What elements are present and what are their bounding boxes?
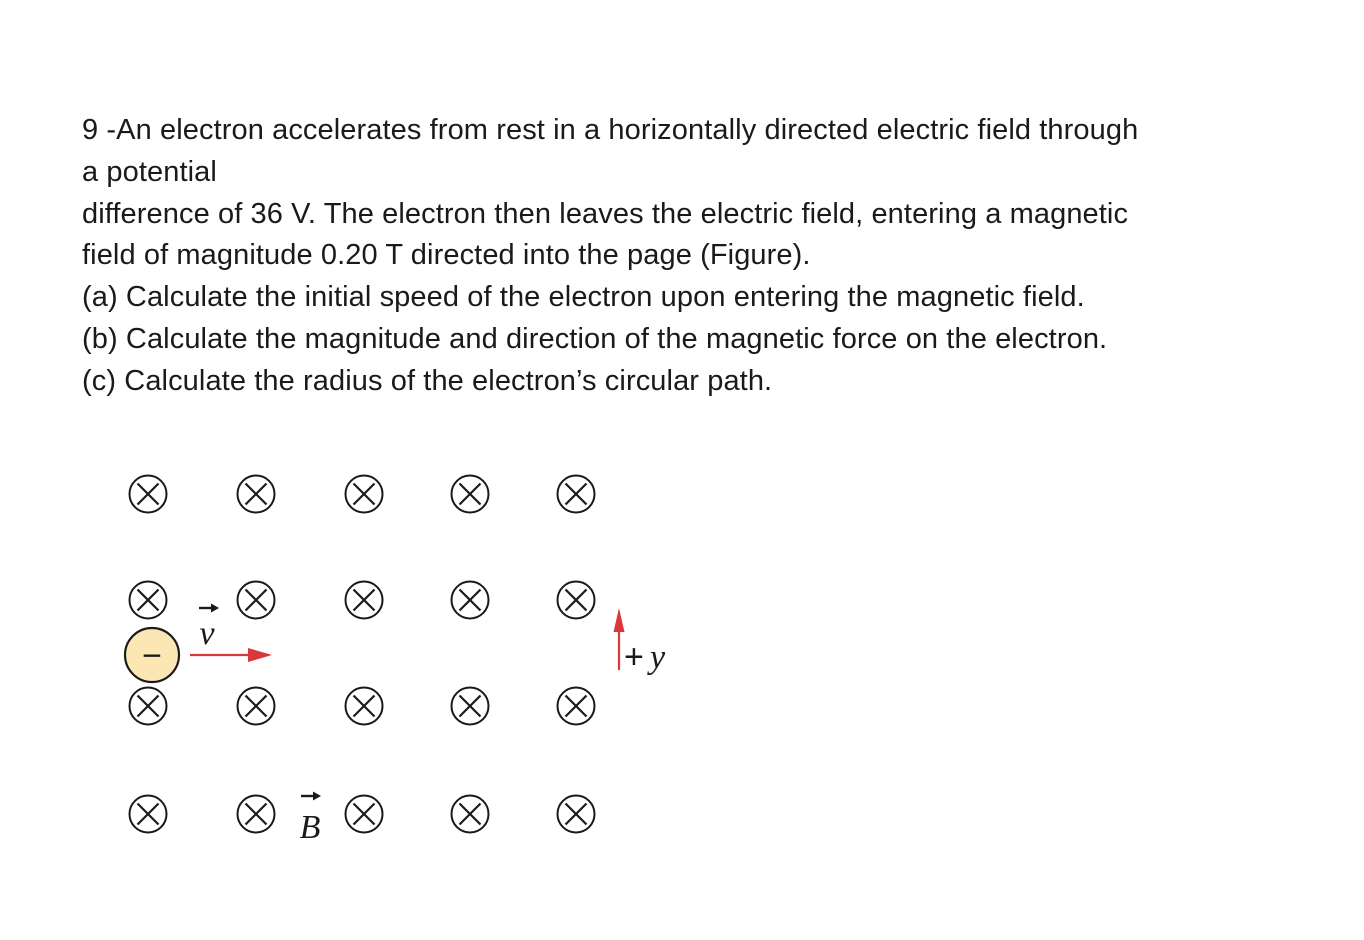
problem-line-7: (c) Calculate the radius of the electron’s circular path. xyxy=(82,364,773,397)
field-into-page-icon xyxy=(346,796,383,833)
field-into-page-icon xyxy=(130,796,167,833)
problem-line-1: 9 -An electron accelerates from rest in a horizontally directed electric field through xyxy=(82,114,1139,146)
problem-line-5: (a) Calculate the initial speed of the electron upon entering the magnetic field. xyxy=(82,281,1085,314)
axis-sign: + xyxy=(624,638,644,676)
field-into-page-icon xyxy=(238,688,275,725)
field-into-page-icon xyxy=(346,476,383,513)
field-into-page-icon xyxy=(452,476,489,513)
field-into-page-icon xyxy=(452,796,489,833)
problem-line-4: field of magnitude 0.20 T directed into the page (Figure). xyxy=(82,239,811,272)
field-into-page-icon xyxy=(346,582,383,619)
field-into-page-icon xyxy=(130,688,167,725)
field-into-page-icon xyxy=(452,582,489,619)
field-label: B xyxy=(299,809,321,846)
field-vector-label xyxy=(300,792,321,847)
up-arrowhead-icon xyxy=(614,608,625,632)
magnetic-field-figure xyxy=(110,460,730,860)
problem-statement xyxy=(82,110,1282,403)
field-into-page-icon xyxy=(558,476,595,513)
field-into-page-icon xyxy=(238,796,275,833)
field-into-page-icon xyxy=(558,582,595,619)
figure-canvas xyxy=(110,460,730,860)
field-into-page-icon xyxy=(558,688,595,725)
velocity-vector-label xyxy=(199,604,219,653)
field-into-page-icon xyxy=(238,582,275,619)
field-into-page-icon xyxy=(452,688,489,725)
problem-line-3: difference of 36 V. The electron then leaves the electric field, entering a magnetic xyxy=(82,197,1129,230)
problem-line-2: a potential xyxy=(82,155,217,188)
velocity-label: v xyxy=(199,615,215,652)
axis-label: y xyxy=(650,639,666,676)
field-into-page-icon xyxy=(130,582,167,619)
y-axis-indicator xyxy=(614,608,667,676)
vector-arrowhead-icon xyxy=(211,604,219,613)
problem-line-6: (b) Calculate the magnitude and direction of the magnetic force on the electron. xyxy=(82,322,1108,355)
field-into-page-icon xyxy=(558,796,595,833)
electron-charge-sign: − xyxy=(142,637,162,675)
field-into-page-icon xyxy=(238,476,275,513)
electron xyxy=(125,628,179,682)
field-into-page-icon xyxy=(346,688,383,725)
vector-arrowhead-icon xyxy=(313,792,321,801)
field-into-page-icon xyxy=(130,476,167,513)
